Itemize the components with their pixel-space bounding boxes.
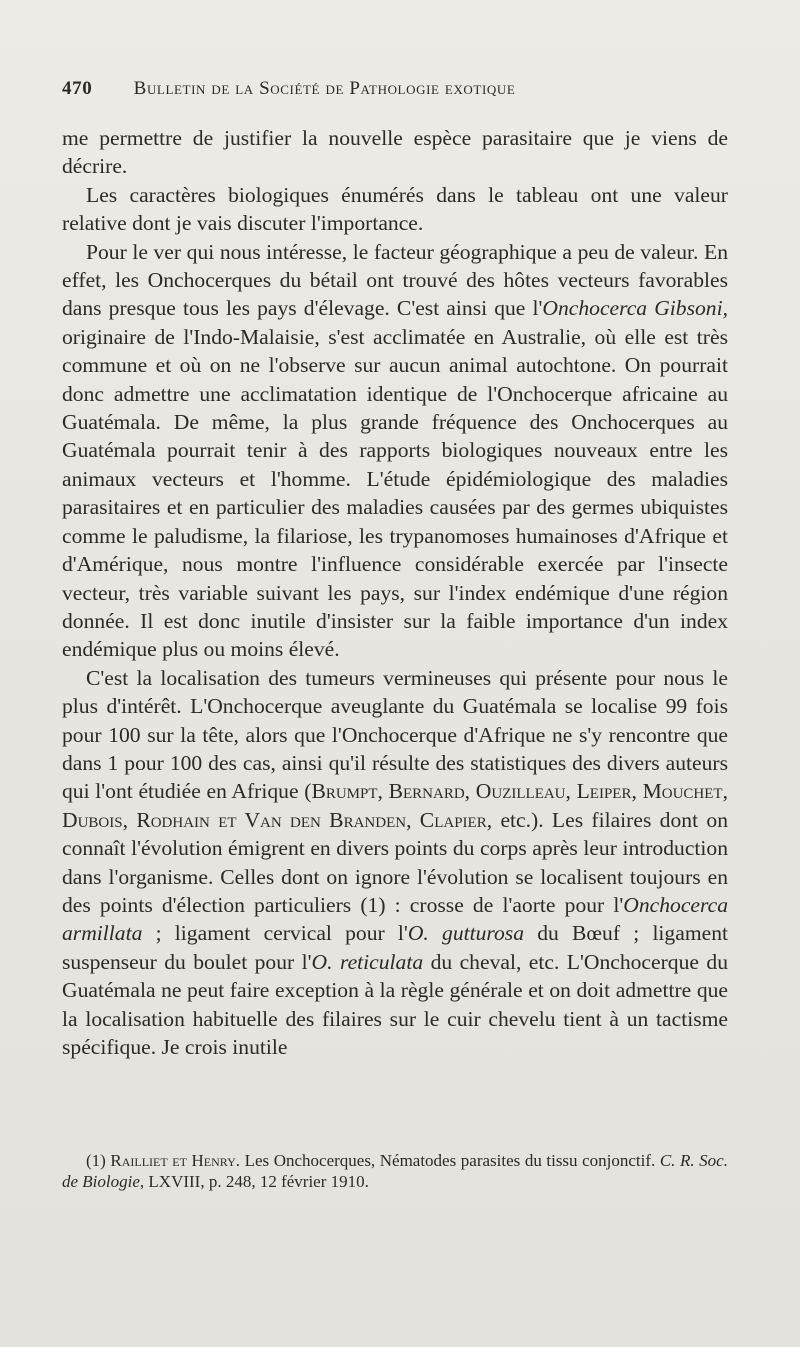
species-name: Onchocerca armillata: [62, 892, 728, 946]
footnote-text: (1) Railliet et Henry. Les Onchocerques, Nématodes parasites du tissu conjonctif. C. R. Soc. de Biologie, LXVIII, p. 248, 12 février 1910.: [62, 1151, 728, 1191]
species-name: O. reticulata: [311, 949, 424, 974]
footnote-authors: Railliet et Henry: [110, 1151, 236, 1170]
paragraph-continuation: me permettre de justifier la nouvelle espèce parasitaire que je viens de décrire.: [62, 126, 728, 179]
paragraph-biological-characters: Les caractères biologiques énumérés dans le tableau ont une valeur relative dont je vais discuter l'importance.: [62, 182, 728, 236]
footnote-journal: C. R. Soc. de Biologie: [62, 1151, 728, 1191]
paragraph-geographic-factor: Pour le ver qui nous intéresse, le facteur géographique a peu de valeur. En effet, les Onchocerques du bétail ont trouvé des hôtes vecteurs favorables dans presque tous les pays d'élevage. C'est ainsi que l'Onchocerca Gibsoni, originaire de l'Indo-Malaisie, s'est acclimatée en Australie, où elle est très commune et où on ne l'observe sur aucun animal autochtone. On pourrait donc admettre une acclimatation identique de l'Onchocerque africaine au Guatémala. De même, la plus grande fréquence des Onchocerques au Guatémala pourrait tenir à des rapports biologiques nouveaux entre les animaux vecteurs et l'homme. L'étude épidémiologique des maladies parasitaires et en particulier des maladies causées par des germes ubiquistes comme le paludisme, la filariose, les trypanomoses humainoses d'Afrique et d'Amérique, nous montre l'influence considérable exercée par l'insecte vecteur, très variable suivant les pays, sur l'index endémique d'une région donnée. Il est donc inutile d'insister sur la faible importance d'un index endémique plus ou moins élevé.: [62, 239, 728, 662]
footnote-marker: (1): [86, 1151, 106, 1170]
running-header: [62, 78, 722, 100]
page-number: 470: [62, 78, 93, 99]
species-name: O. gutturosa: [407, 921, 525, 946]
species-name: Onchocerca Gibsoni: [542, 296, 723, 321]
journal-title: Bulletin de la Société de Pathologie exotique: [133, 78, 516, 99]
main-text: [62, 124, 728, 1061]
footnote: [62, 1150, 728, 1192]
paragraph-localisation: C'est la localisation des tumeurs vermineuses qui présente pour nous le plus d'intérêt. L'Onchocerque aveuglante du Guatémala se localise 99 fois pour 100 sur la tête, alors que l'Onchocerque d'Afrique ne s'y rencontre que dans 1 pour 100 des cas, ainsi qu'il résulte des statistiques des divers auteurs qui l'ont étudiée en Afrique (Brumpt, Bernard, Ouzilleau, Leiper, Mouchet, Dubois, Rodhain et Van den Branden, Clapier, etc.). Les filaires dont on connaît l'évolution émigrent en divers points du corps après leur introduction dans l'organisme. Celles dont on ignore l'évolution se localisent toujours en des points d'élection particuliers (1) : crosse de l'aorte pour l'Onchocerca armillata ; ligament cervical pour l'O. gutturosa du Bœuf ; ligament suspenseur du boulet pour l'O. reticulata du cheval, etc. L'Onchocerque du Guatémala ne peut faire exception à la règle générale et on doit admettre que la localisation habituelle des filaires sur le cuir chevelu tient à un tactisme spécifique. Je crois inutile: [62, 665, 728, 1059]
author-names: Brumpt, Bernard, Ouzilleau, Leiper, Mouchet, Dubois, Rodhain et Van den Branden, Clapier: [62, 779, 728, 832]
